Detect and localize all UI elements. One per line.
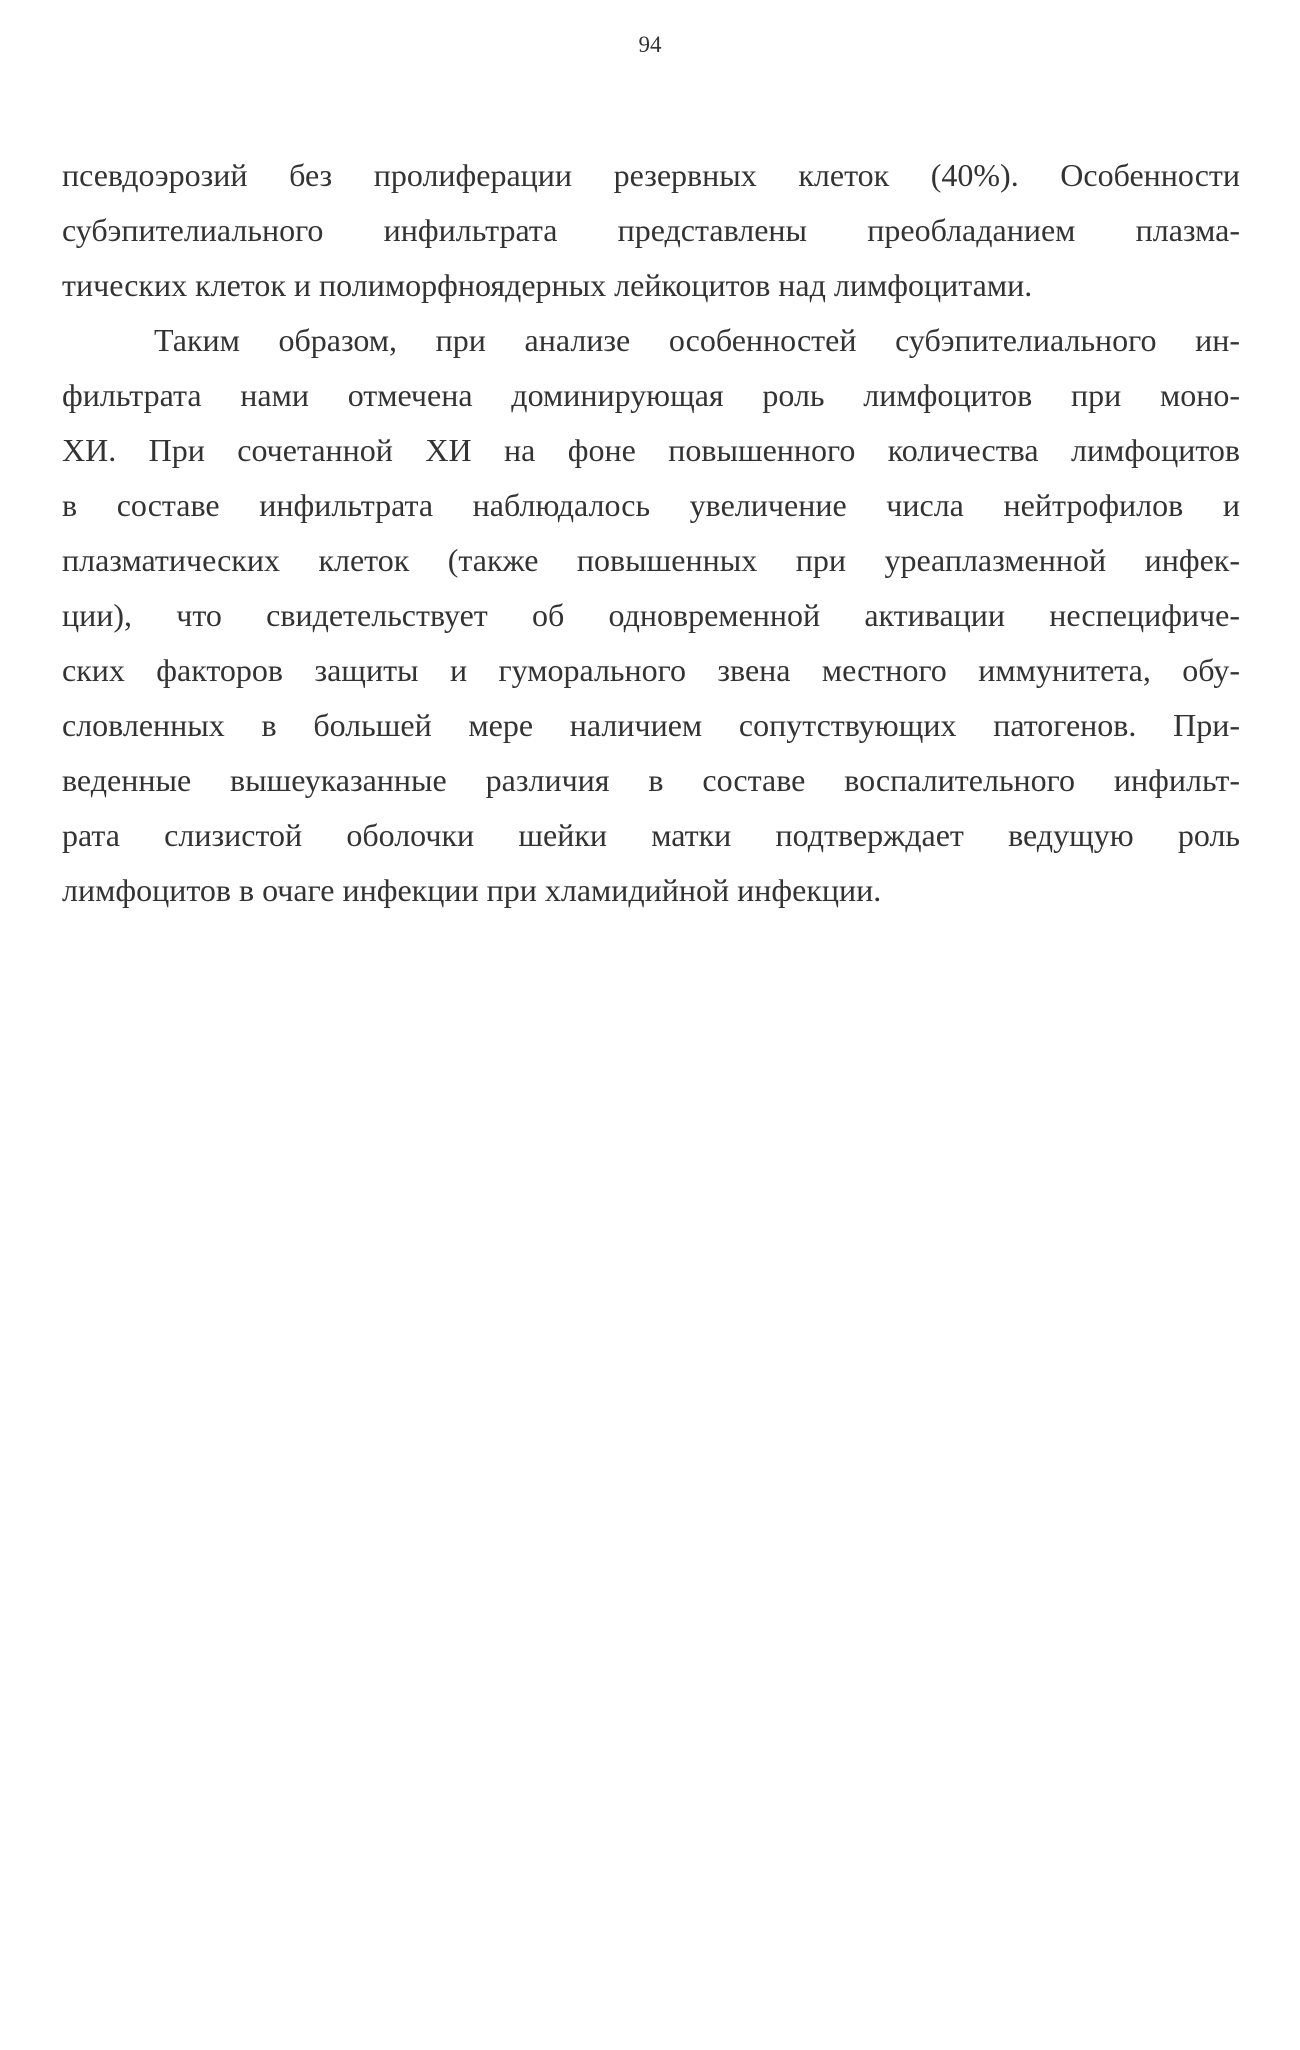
text-line: рата слизистой оболочки шейки матки подтверждает ведущую роль — [62, 817, 1240, 853]
body-text — [62, 148, 1240, 918]
text-line: плазматических клеток (также повышенных при уреаплазменной инфек- — [62, 542, 1240, 578]
text-line: лимфоцитов в очаге инфекции при хламидийной инфекции. — [62, 872, 882, 908]
text-line: Таким образом, при анализе особенностей субэпителиального ин- — [154, 322, 1240, 358]
text-line: ских факторов защиты и гуморального звена местного иммунитета, обу- — [62, 652, 1240, 688]
text-line: веденные вышеуказанные различия в составе воспалительного инфильт- — [62, 762, 1240, 798]
text-line: ции), что свидетельствует об одновременной активации неспецифиче- — [62, 597, 1240, 633]
text-line: псевдоэрозий без пролиферации резервных клеток (40%). Особенности — [62, 157, 1240, 193]
text-line: словленных в большей мере наличием сопутствующих патогенов. При- — [62, 707, 1240, 743]
paragraph-1 — [62, 148, 1240, 313]
text-line: субэпителиального инфильтрата представлены преобладанием плазма- — [62, 212, 1240, 248]
text-line: фильтрата нами отмечена доминирующая роль лимфоцитов при моно- — [62, 377, 1240, 413]
page-number: 94 — [638, 32, 662, 57]
text-line: ХИ. При сочетанной ХИ на фоне повышенного количества лимфоцитов — [62, 432, 1240, 468]
paragraph-2 — [62, 313, 1240, 918]
text-line: в составе инфильтрата наблюдалось увеличение числа нейтрофилов и — [62, 487, 1240, 523]
text-line: тических клеток и полиморфноядерных лейкоцитов над лимфоцитами. — [62, 267, 1033, 303]
